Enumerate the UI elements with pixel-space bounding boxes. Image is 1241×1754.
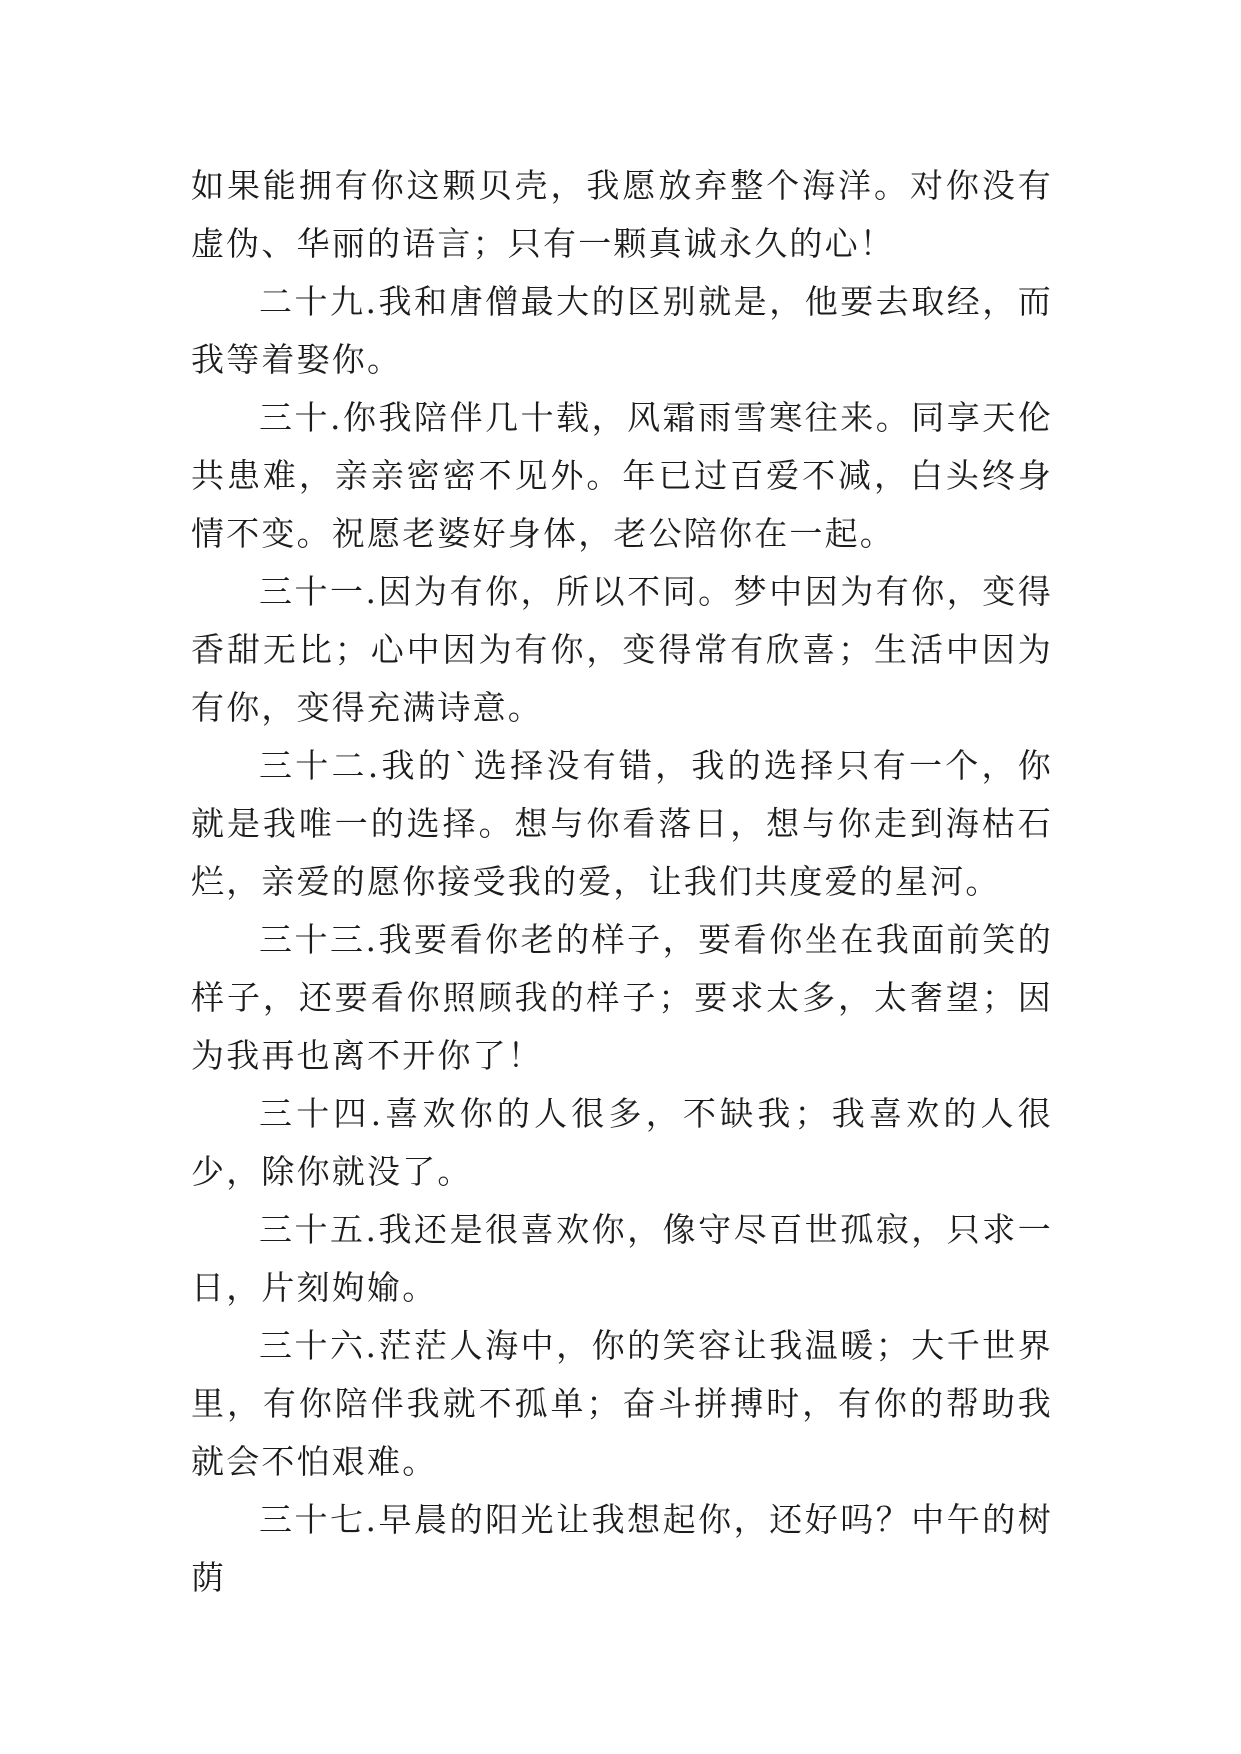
paragraph-9: 三十六.茫茫人海中，你的笑容让我温暖；大千世界里，有你陪伴我就不孤单；奋斗拼搏时，有你的帮助我就会不怕艰难。 <box>191 1326 1053 1481</box>
paragraph-10: 三十七.早晨的阳光让我想起你，还好吗？中午的树荫 <box>191 1500 1053 1597</box>
paragraph-5: 三十二.我的`选择没有错，我的选择只有一个，你就是我唯一的选择。想与你看落日，想与你走到海枯石烂，亲爱的愿你接受我的爱，让我们共度爱的星河。 <box>191 746 1053 901</box>
paragraph-4: 三十一.因为有你，所以不同。梦中因为有你，变得香甜无比；心中因为有你，变得常有欣喜；生活中因为有你，变得充满诗意。 <box>191 572 1053 727</box>
paragraph-1: 如果能拥有你这颗贝壳，我愿放弃整个海洋。对你没有虚伪、华丽的语言；只有一颗真诚永久的心！ <box>191 166 1053 263</box>
paragraph-3: 三十.你我陪伴几十载，风霜雨雪寒往来。同享天伦共患难，亲亲密密不见外。年已过百爱不减，白头终身情不变。祝愿老婆好身体，老公陪你在一起。 <box>191 398 1053 553</box>
paragraph-7: 三十四.喜欢你的人很多，不缺我；我喜欢的人很少，除你就没了。 <box>191 1094 1053 1191</box>
paragraph-6: 三十三.我要看你老的样子，要看你坐在我面前笑的样子，还要看你照顾我的样子；要求太多，太奢望；因为我再也离不开你了！ <box>191 920 1053 1075</box>
document-body <box>191 157 1053 1607</box>
paragraph-8: 三十五.我还是很喜欢你，像守尽百世孤寂，只求一日，片刻姁媮。 <box>191 1210 1053 1307</box>
paragraph-2: 二十九.我和唐僧最大的区别就是，他要去取经，而我等着娶你。 <box>191 282 1053 379</box>
